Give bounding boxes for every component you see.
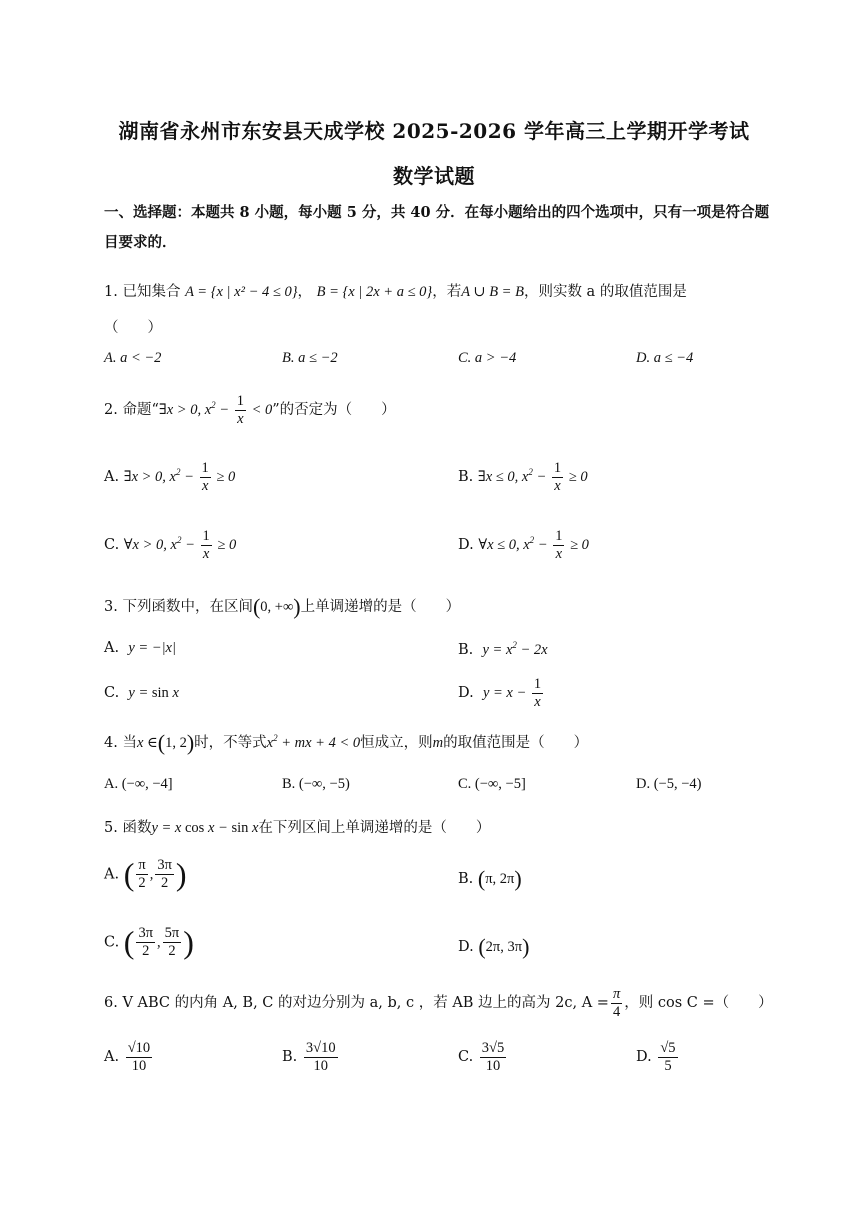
q2-option-c[interactable]: C. ∀x > 0, $x^2$ − $\frac{1}{x}$ ≥ 0 <box>104 528 237 562</box>
q4-option-a[interactable]: A. (−∞, −4] <box>104 776 173 792</box>
q3-option-b[interactable]: B. $y = x^2 - 2x$ <box>458 640 548 658</box>
q6-option-b[interactable]: B. $\frac{3√10}{10}$ <box>282 1040 336 1074</box>
q5-option-a[interactable]: A. ( $\frac{\pi}{2}$ , $\frac{3\pi}{2}$ ) <box>104 856 187 892</box>
union-condition: A ∪ B = B <box>461 284 524 300</box>
q1-option-c[interactable]: C. a > −4 <box>458 350 517 366</box>
question-5: 5. 函数y = x cos x − sin x在下列区间上单调递增的是（ ） <box>104 820 491 836</box>
q5-option-d[interactable]: D. (2π, 3π) <box>458 934 530 959</box>
q4-option-c[interactable]: C. (−∞, −5] <box>458 776 526 792</box>
section-heading: 一、选择题：本题共 8 小题，每小题 5 分，共 40 分．在每小题给出的四个选项中，只有一项是符合题目要求的． <box>104 204 770 251</box>
q6-option-a[interactable]: A. $\frac{√10}{10}$ <box>104 1040 151 1074</box>
q3-option-d[interactable]: D. y = x − $\frac{1}{x}$ <box>458 676 542 710</box>
question-4: 4. 当x ∈(1, 2)时，不等式$x^2$ + mx + 4 < 0恒成立，则m的取值范围是（ ） <box>104 730 589 755</box>
question-6: 6. V ABC 的内角 A, B, C 的对边分别为 a, b, c ，若 AB 边上的高为 2c, A = $\frac{\pi}{4}$ ，则 cos C =（ ） <box>104 986 773 1020</box>
q1-option-d[interactable]: D. a ≤ −4 <box>636 350 694 366</box>
exam-subtitle: 数学试题 <box>393 164 475 188</box>
q5-option-c[interactable]: C. ( $\frac{3\pi}{2}$ , $\frac{5\pi}{2}$ ) <box>104 924 194 960</box>
q2-option-b[interactable]: B. ∃x ≤ 0, $x^2$ − $\frac{1}{x}$ ≥ 0 <box>458 460 588 494</box>
q1-option-a[interactable]: A. a < −2 <box>104 350 162 366</box>
q2-option-a[interactable]: A. ∃x > 0, $x^2$ − $\frac{1}{x}$ ≥ 0 <box>104 460 236 494</box>
set-a: A = {x | x² − 4 ≤ 0} <box>185 284 298 300</box>
q3-option-a[interactable]: A. y = −|x| <box>104 640 176 656</box>
q4-option-b[interactable]: B. (−∞, −5) <box>282 776 350 792</box>
q6-option-d[interactable]: D. $\frac{√5}{5}$ <box>636 1040 676 1074</box>
q4-option-d[interactable]: D. (−5, −4) <box>636 776 702 792</box>
q6-option-c[interactable]: C. $\frac{3√5}{10}$ <box>458 1040 505 1074</box>
question-1-paren: （ ） <box>104 320 162 336</box>
q1-option-b[interactable]: B. a ≤ −2 <box>282 350 338 366</box>
q3-option-c[interactable]: C. y = sin x <box>104 685 179 701</box>
question-3: 3. 下列函数中，在区间(0, +∞)上单调递增的是（ ） <box>104 594 461 619</box>
q5-option-b[interactable]: B. (π, 2π) <box>458 866 522 891</box>
question-2: 2. 命题“∃x > 0, $x^2$ − $\frac{1}{x}$ < 0”的否定为（ ） <box>104 393 396 427</box>
exam-title: 湖南省永州市东安县天成学校 2025-2026 学年高三上学期开学考试 <box>118 119 750 143</box>
set-b: B = {x | 2x + a ≤ 0} <box>316 284 433 300</box>
q2-option-d[interactable]: D. ∀x ≤ 0, $x^2$ − $\frac{1}{x}$ ≥ 0 <box>458 528 589 562</box>
question-1: 1. 已知集合 A = {x | x² − 4 ≤ 0}， B = {x | 2x + a ≤ 0}，若A ∪ B = B，则实数 a 的取值范围是 <box>104 284 687 300</box>
